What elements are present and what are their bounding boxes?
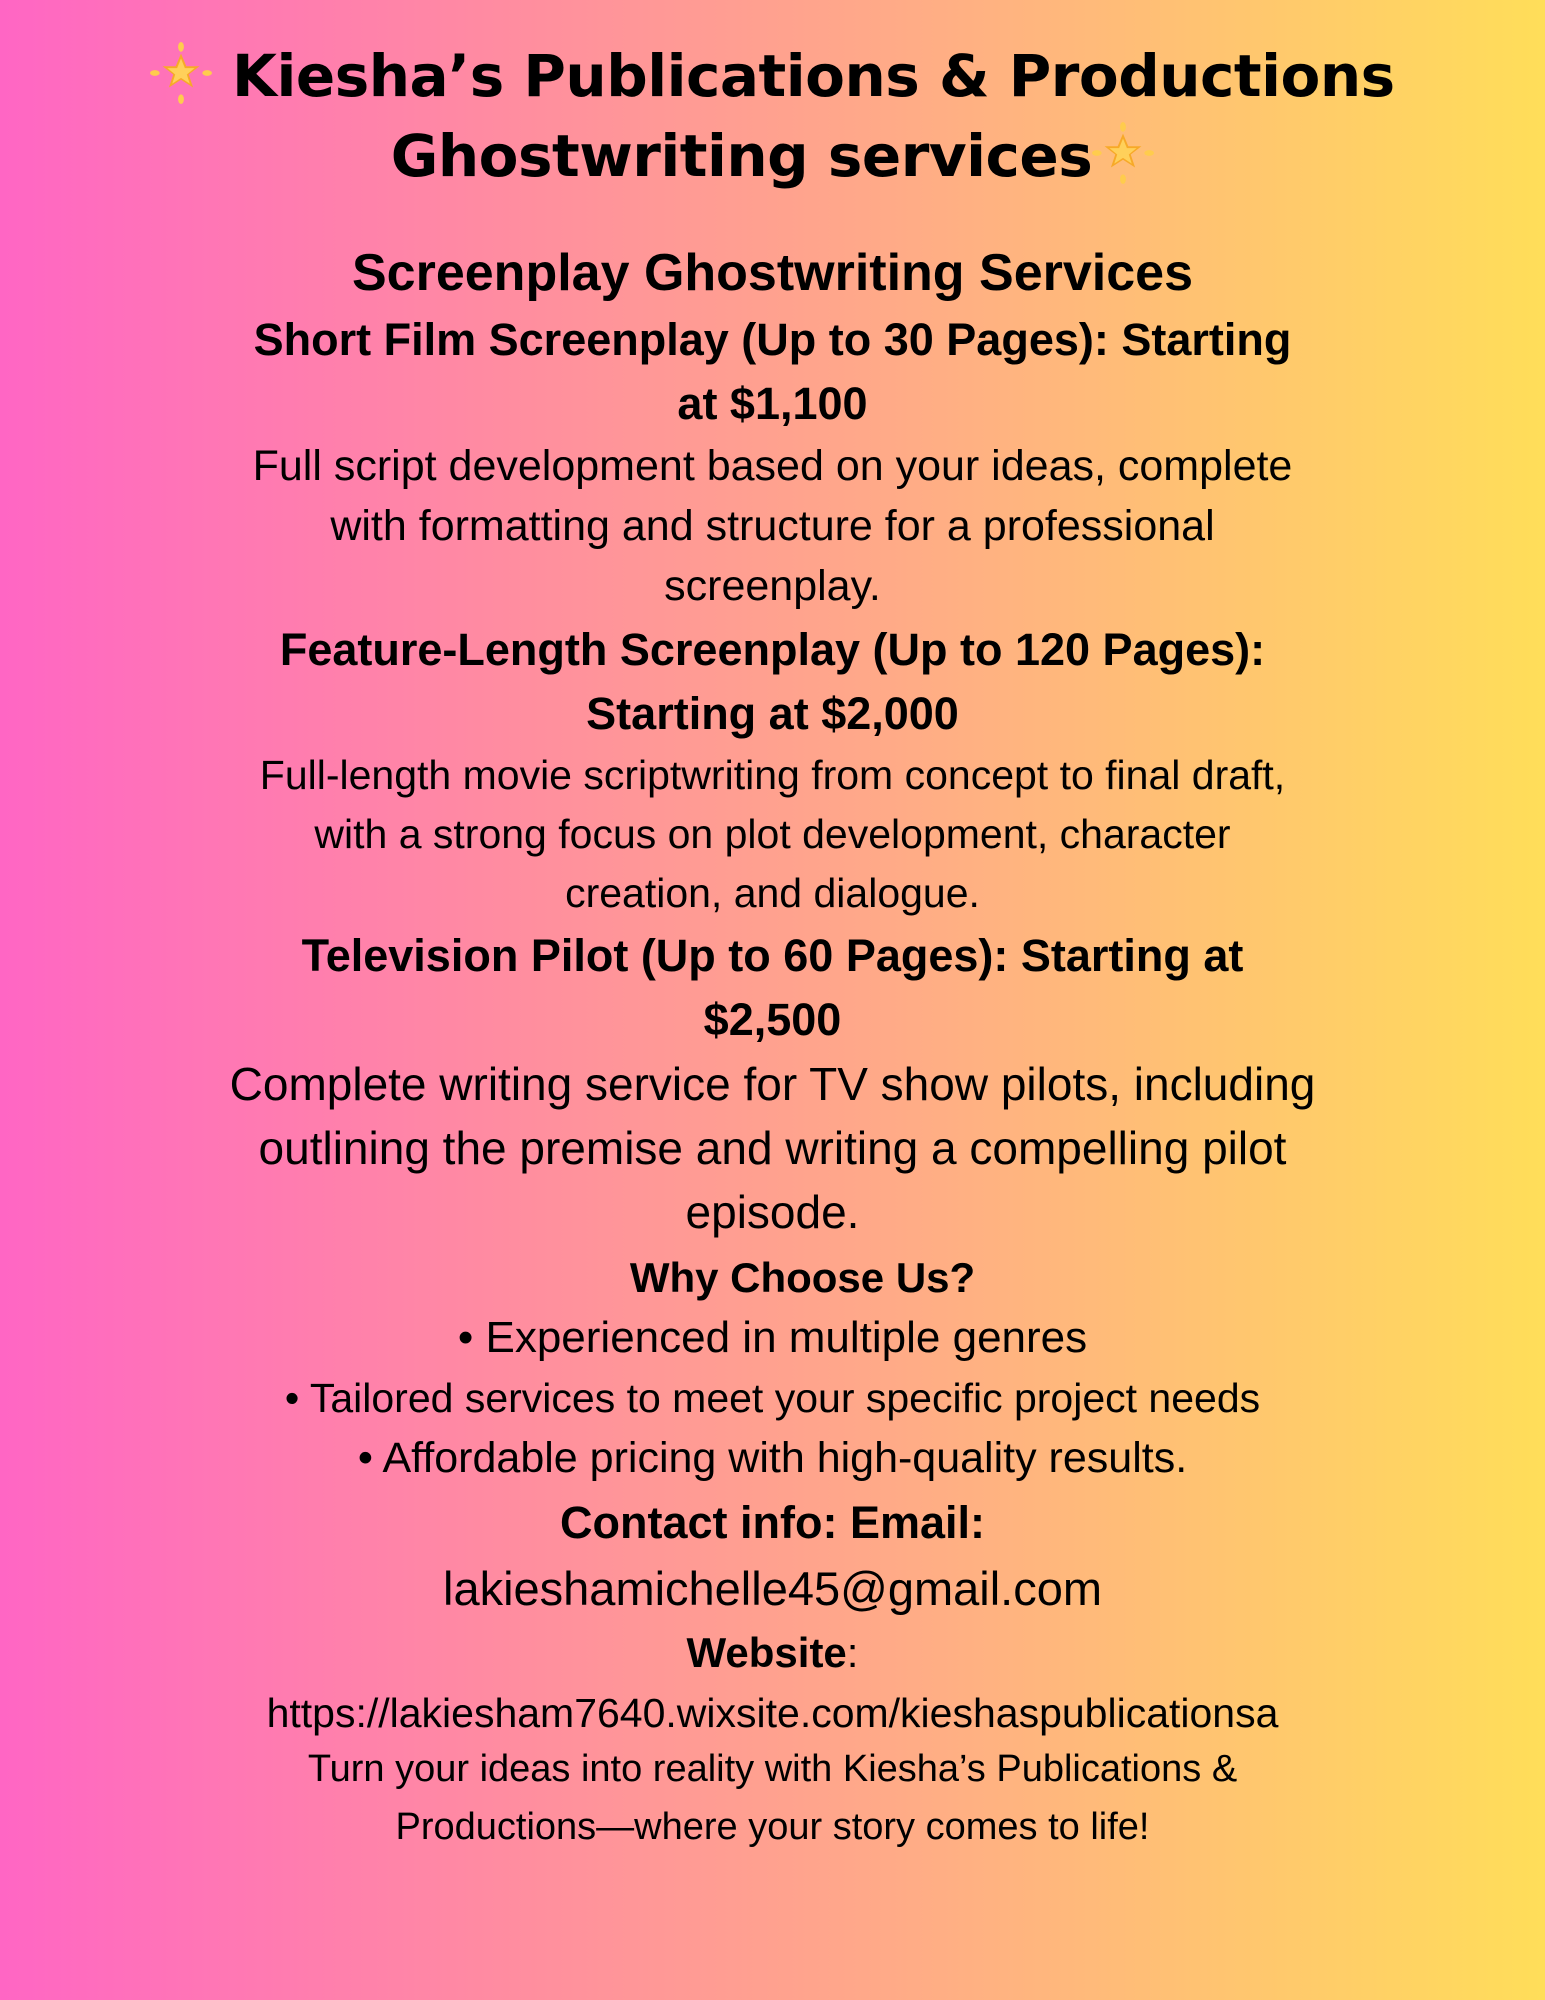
service-price: $2,500 bbox=[703, 994, 842, 1045]
website-label-text: Website bbox=[686, 1629, 847, 1676]
service-description: Full-length movie scriptwriting from concept to final draft, bbox=[259, 752, 1286, 798]
glowing-star-icon bbox=[150, 42, 212, 104]
service-price: Starting at $2,000 bbox=[586, 688, 959, 739]
list-item: • Experienced in multiple genres bbox=[457, 1313, 1088, 1362]
service-title: Short Film Screenplay (Up to 30 Pages): Starting bbox=[253, 314, 1292, 365]
service-description: episode. bbox=[685, 1186, 860, 1238]
service-description: with formatting and structure for a professional bbox=[330, 502, 1215, 550]
section-heading: Screenplay Ghostwriting Services bbox=[352, 244, 1193, 302]
website-colon: : bbox=[846, 1629, 859, 1676]
service-description: screenplay. bbox=[664, 562, 881, 610]
list-item: • Affordable pricing with high-quality results. bbox=[357, 1434, 1188, 1482]
service-description: creation, and dialogue. bbox=[565, 870, 980, 916]
service-short-film bbox=[200, 308, 1345, 616]
glowing-star-icon bbox=[1092, 122, 1154, 184]
service-title: Television Pilot (Up to 60 Pages): Starting at bbox=[301, 930, 1244, 981]
contact-heading: Contact info: Email: bbox=[560, 1497, 985, 1548]
title-text-1: Kiesha’s Publications & Productions bbox=[232, 42, 1395, 110]
service-price: at $1,100 bbox=[677, 378, 868, 429]
service-tv-pilot bbox=[200, 924, 1345, 1244]
why-choose-us bbox=[200, 1248, 1345, 1488]
list-item: • Tailored services to meet your specific project needs bbox=[284, 1375, 1261, 1421]
service-description: Full script development based on your ideas, complete bbox=[252, 442, 1293, 490]
page-title-line1 bbox=[0, 36, 1545, 116]
service-description: outlining the premise and writing a compelling pilot bbox=[258, 1122, 1287, 1174]
page-title-line2 bbox=[0, 116, 1545, 196]
contact-info bbox=[200, 1490, 1345, 1742]
email-link[interactable]: lakieshamichelle45@gmail.com bbox=[443, 1562, 1102, 1615]
tagline bbox=[200, 1740, 1345, 1856]
service-description: with a strong focus on plot development, character bbox=[314, 811, 1231, 857]
service-description: Complete writing service for TV show pilots, including bbox=[229, 1058, 1316, 1110]
why-heading: Why Choose Us? bbox=[629, 1254, 976, 1301]
service-title: Feature-Length Screenplay (Up to 120 Pages): bbox=[279, 624, 1266, 675]
tagline-line: Productions—where your story comes to life! bbox=[395, 1806, 1150, 1848]
website-label bbox=[200, 1622, 1345, 1684]
tagline-line: Turn your ideas into reality with Kiesha’s Publications & bbox=[307, 1748, 1238, 1790]
website-link[interactable]: https://lakiesham7640.wixsite.com/kieshaspublicationsa bbox=[266, 1690, 1279, 1736]
service-feature-length bbox=[200, 618, 1345, 923]
title-text-2: Ghostwriting services bbox=[390, 122, 1093, 190]
